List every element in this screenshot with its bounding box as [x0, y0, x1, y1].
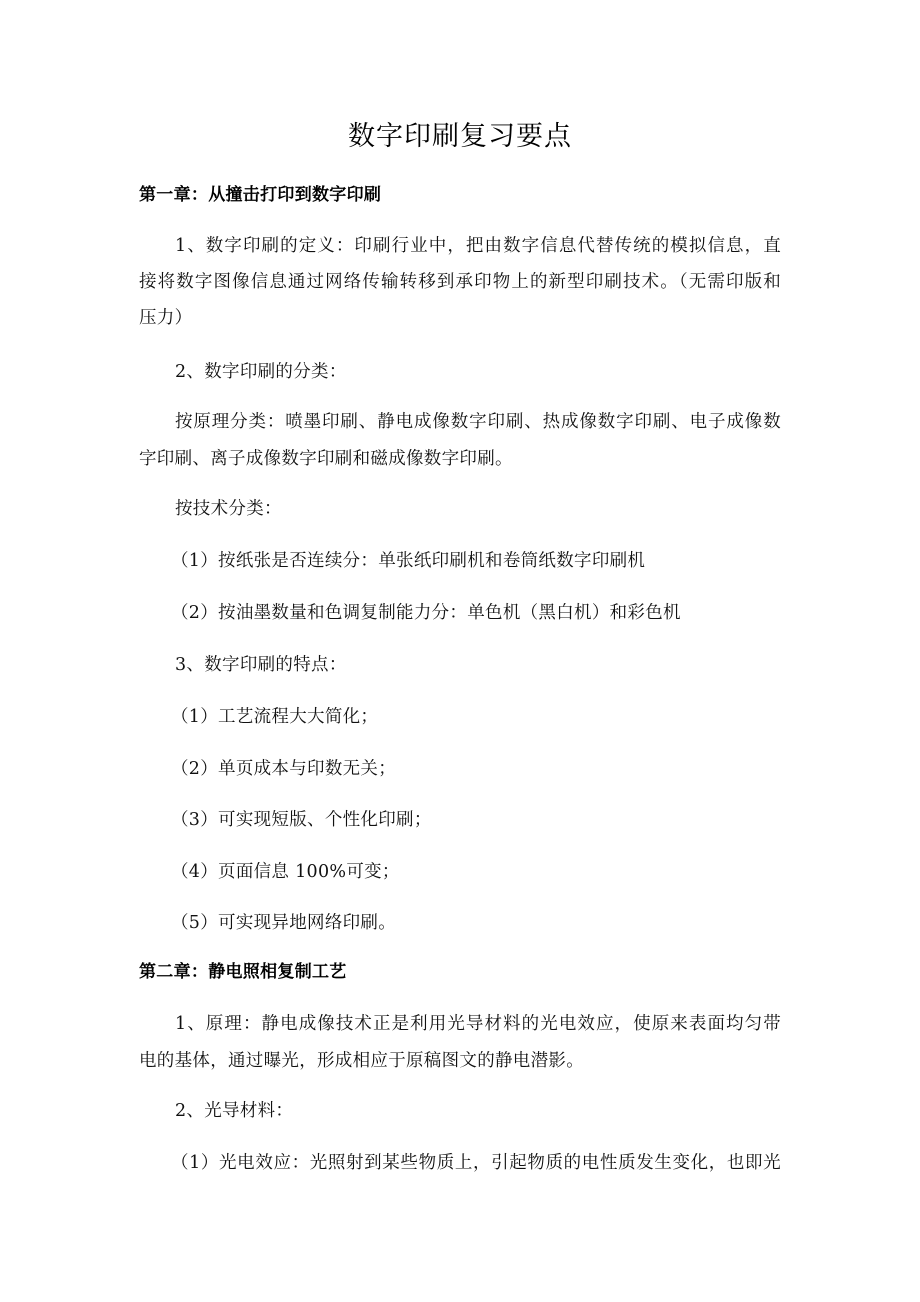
- classification-item-1: （1）按纸张是否连续分：单张纸印刷机和卷筒纸数字印刷机: [171, 551, 646, 571]
- document-title: 数字印刷复习要点: [348, 121, 572, 152]
- chapter-1-heading: 第一章：从撞击打印到数字印刷: [139, 185, 382, 205]
- feature-item-4: （4）页面信息 100%可变；: [171, 862, 400, 882]
- photoconductive-item-1-line-1: （1）光电效应：光照射到某些物质上，引起物质的电性质发生变化，也即光: [171, 1153, 781, 1173]
- definition-line-3: 压力）: [139, 308, 193, 328]
- features-heading: 3、数字印刷的特点：: [175, 655, 347, 675]
- photoconductive-heading: 2、光导材料：: [175, 1101, 294, 1121]
- principle-line-1: 1、原理：静电成像技术正是利用光导材料的光电效应，使原来表面均匀带: [175, 1014, 781, 1034]
- classification-item-2: （2）按油墨数量和色调复制能力分：单色机（黑白机）和彩色机: [171, 603, 681, 623]
- classification-principle-line-2: 字印刷、离子成像数字印刷和磁成像数字印刷。: [139, 449, 513, 469]
- classification-principle-line-1: 按原理分类：喷墨印刷、静电成像数字印刷、热成像数字印刷、电子成像数: [175, 412, 781, 432]
- chapter-2-heading: 第二章：静电照相复制工艺: [139, 962, 347, 982]
- feature-item-3: （3）可实现短版、个性化印刷；: [171, 810, 432, 830]
- feature-item-2: （2）单页成本与印数无关；: [171, 759, 397, 779]
- classification-heading: 2、数字印刷的分类：: [175, 362, 347, 382]
- feature-item-5: （5）可实现异地网络印刷。: [171, 913, 397, 933]
- classification-technology-label: 按技术分类：: [175, 499, 282, 519]
- principle-line-2: 电的基体，通过曝光，形成相应于原稿图文的静电潜影。: [139, 1051, 584, 1071]
- definition-line-2: 接将数字图像信息通过网络传输转移到承印物上的新型印刷技术。（无需印版和: [139, 272, 781, 292]
- feature-item-1: （1）工艺流程大大简化；: [171, 707, 379, 727]
- definition-line-1: 1、数字印刷的定义：印刷行业中，把由数字信息代替传统的模拟信息，直: [175, 236, 781, 256]
